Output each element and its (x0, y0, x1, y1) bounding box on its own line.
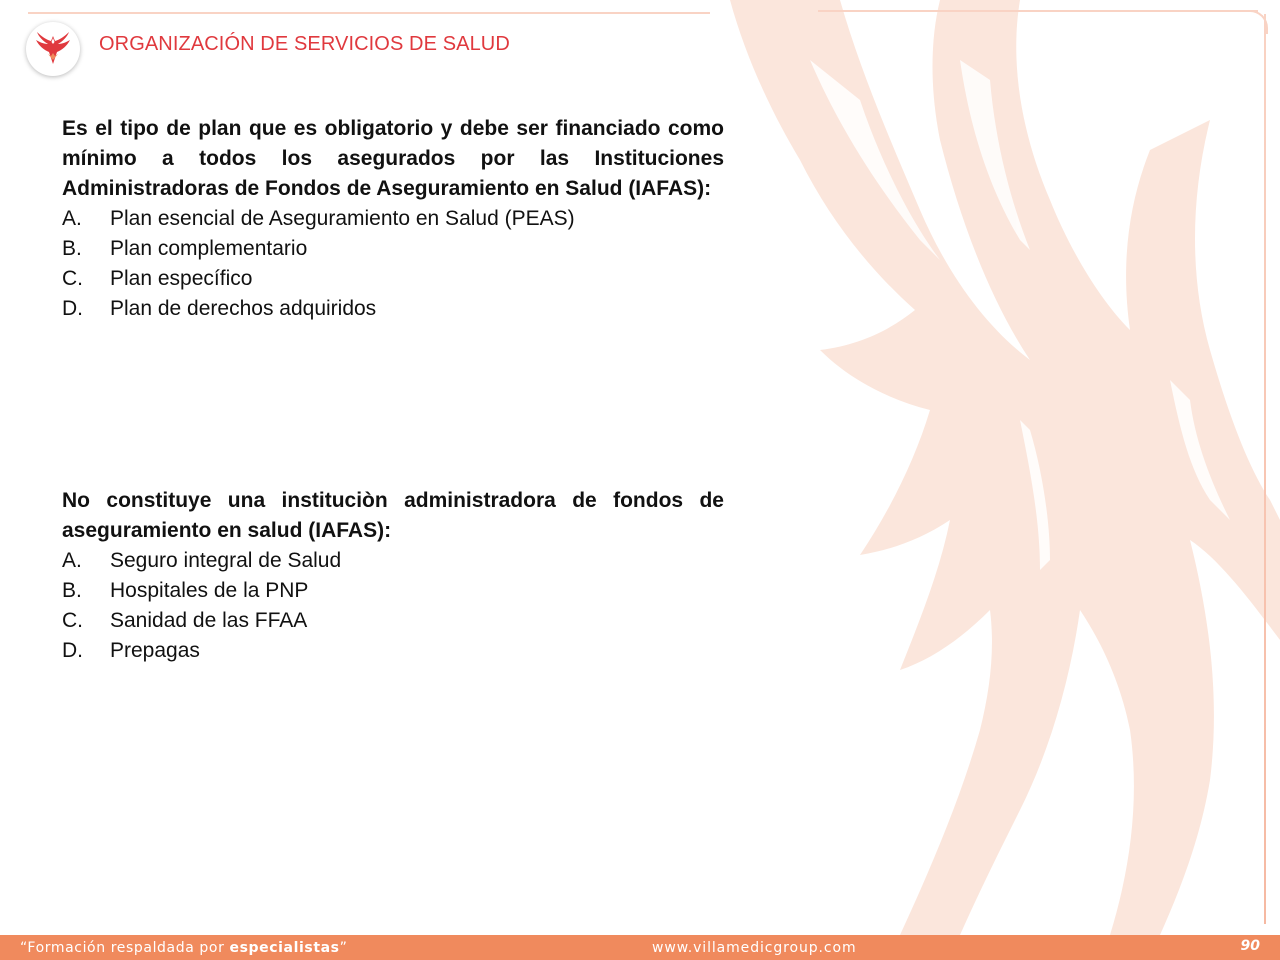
logo-badge (26, 22, 80, 76)
footer-slogan-prefix: “Formación respaldada por (20, 940, 230, 956)
phoenix-watermark-icon (690, 0, 1280, 935)
question-text: No constituye una instituciòn administradora de fondos de aseguramiento en salud (IAFAS): (62, 489, 724, 542)
footer-bar (0, 935, 1280, 960)
frame-line-top-left (28, 12, 710, 14)
question-text: Es el tipo de plan que es obligatorio y debe ser financiado como mínimo a todos los asegurados por las Instituciones Administradoras de Fondos de Aseguramiento en Salud (IAFAS): (62, 117, 724, 200)
frame-line-top-right (818, 10, 1258, 12)
option-letter: C. (62, 609, 83, 632)
option-item (62, 636, 724, 666)
option-letter: A. (62, 549, 82, 572)
option-text: Sanidad de las FFAA (110, 609, 308, 632)
option-text: Seguro integral de Salud (110, 549, 342, 572)
footer-slogan (20, 940, 347, 956)
footer-slogan-bold: especialistas (229, 940, 340, 956)
option-text: Plan esencial de Aseguramiento en Salud (PEAS) (110, 207, 575, 230)
option-letter: B. (62, 237, 82, 260)
option-text: Plan complementario (110, 237, 308, 260)
question-block-2 (62, 486, 724, 666)
frame-line-right (1264, 14, 1266, 924)
option-text: Plan específico (110, 267, 253, 290)
phoenix-logo-icon (32, 30, 74, 68)
option-text: Hospitales de la PNP (110, 579, 309, 602)
option-letter: D. (62, 639, 83, 662)
option-item (62, 546, 724, 576)
option-item (62, 204, 724, 234)
page-title: ORGANIZACIÓN DE SERVICIOS DE SALUD (99, 33, 510, 55)
option-letter: C. (62, 267, 83, 290)
option-item (62, 234, 724, 264)
footer-slogan-suffix: ” (339, 940, 348, 956)
page-number: 90 (1240, 938, 1260, 954)
option-item (62, 606, 724, 636)
option-text: Plan de derechos adquiridos (110, 297, 377, 320)
option-letter: D. (62, 297, 83, 320)
footer-website-link[interactable]: www.villamedicgroup.com (652, 940, 857, 956)
option-item (62, 294, 724, 324)
option-letter: A. (62, 207, 82, 230)
option-text: Prepagas (110, 639, 200, 662)
option-letter: B. (62, 579, 82, 602)
option-item (62, 576, 724, 606)
question-block-1 (62, 114, 724, 324)
option-item (62, 264, 724, 294)
